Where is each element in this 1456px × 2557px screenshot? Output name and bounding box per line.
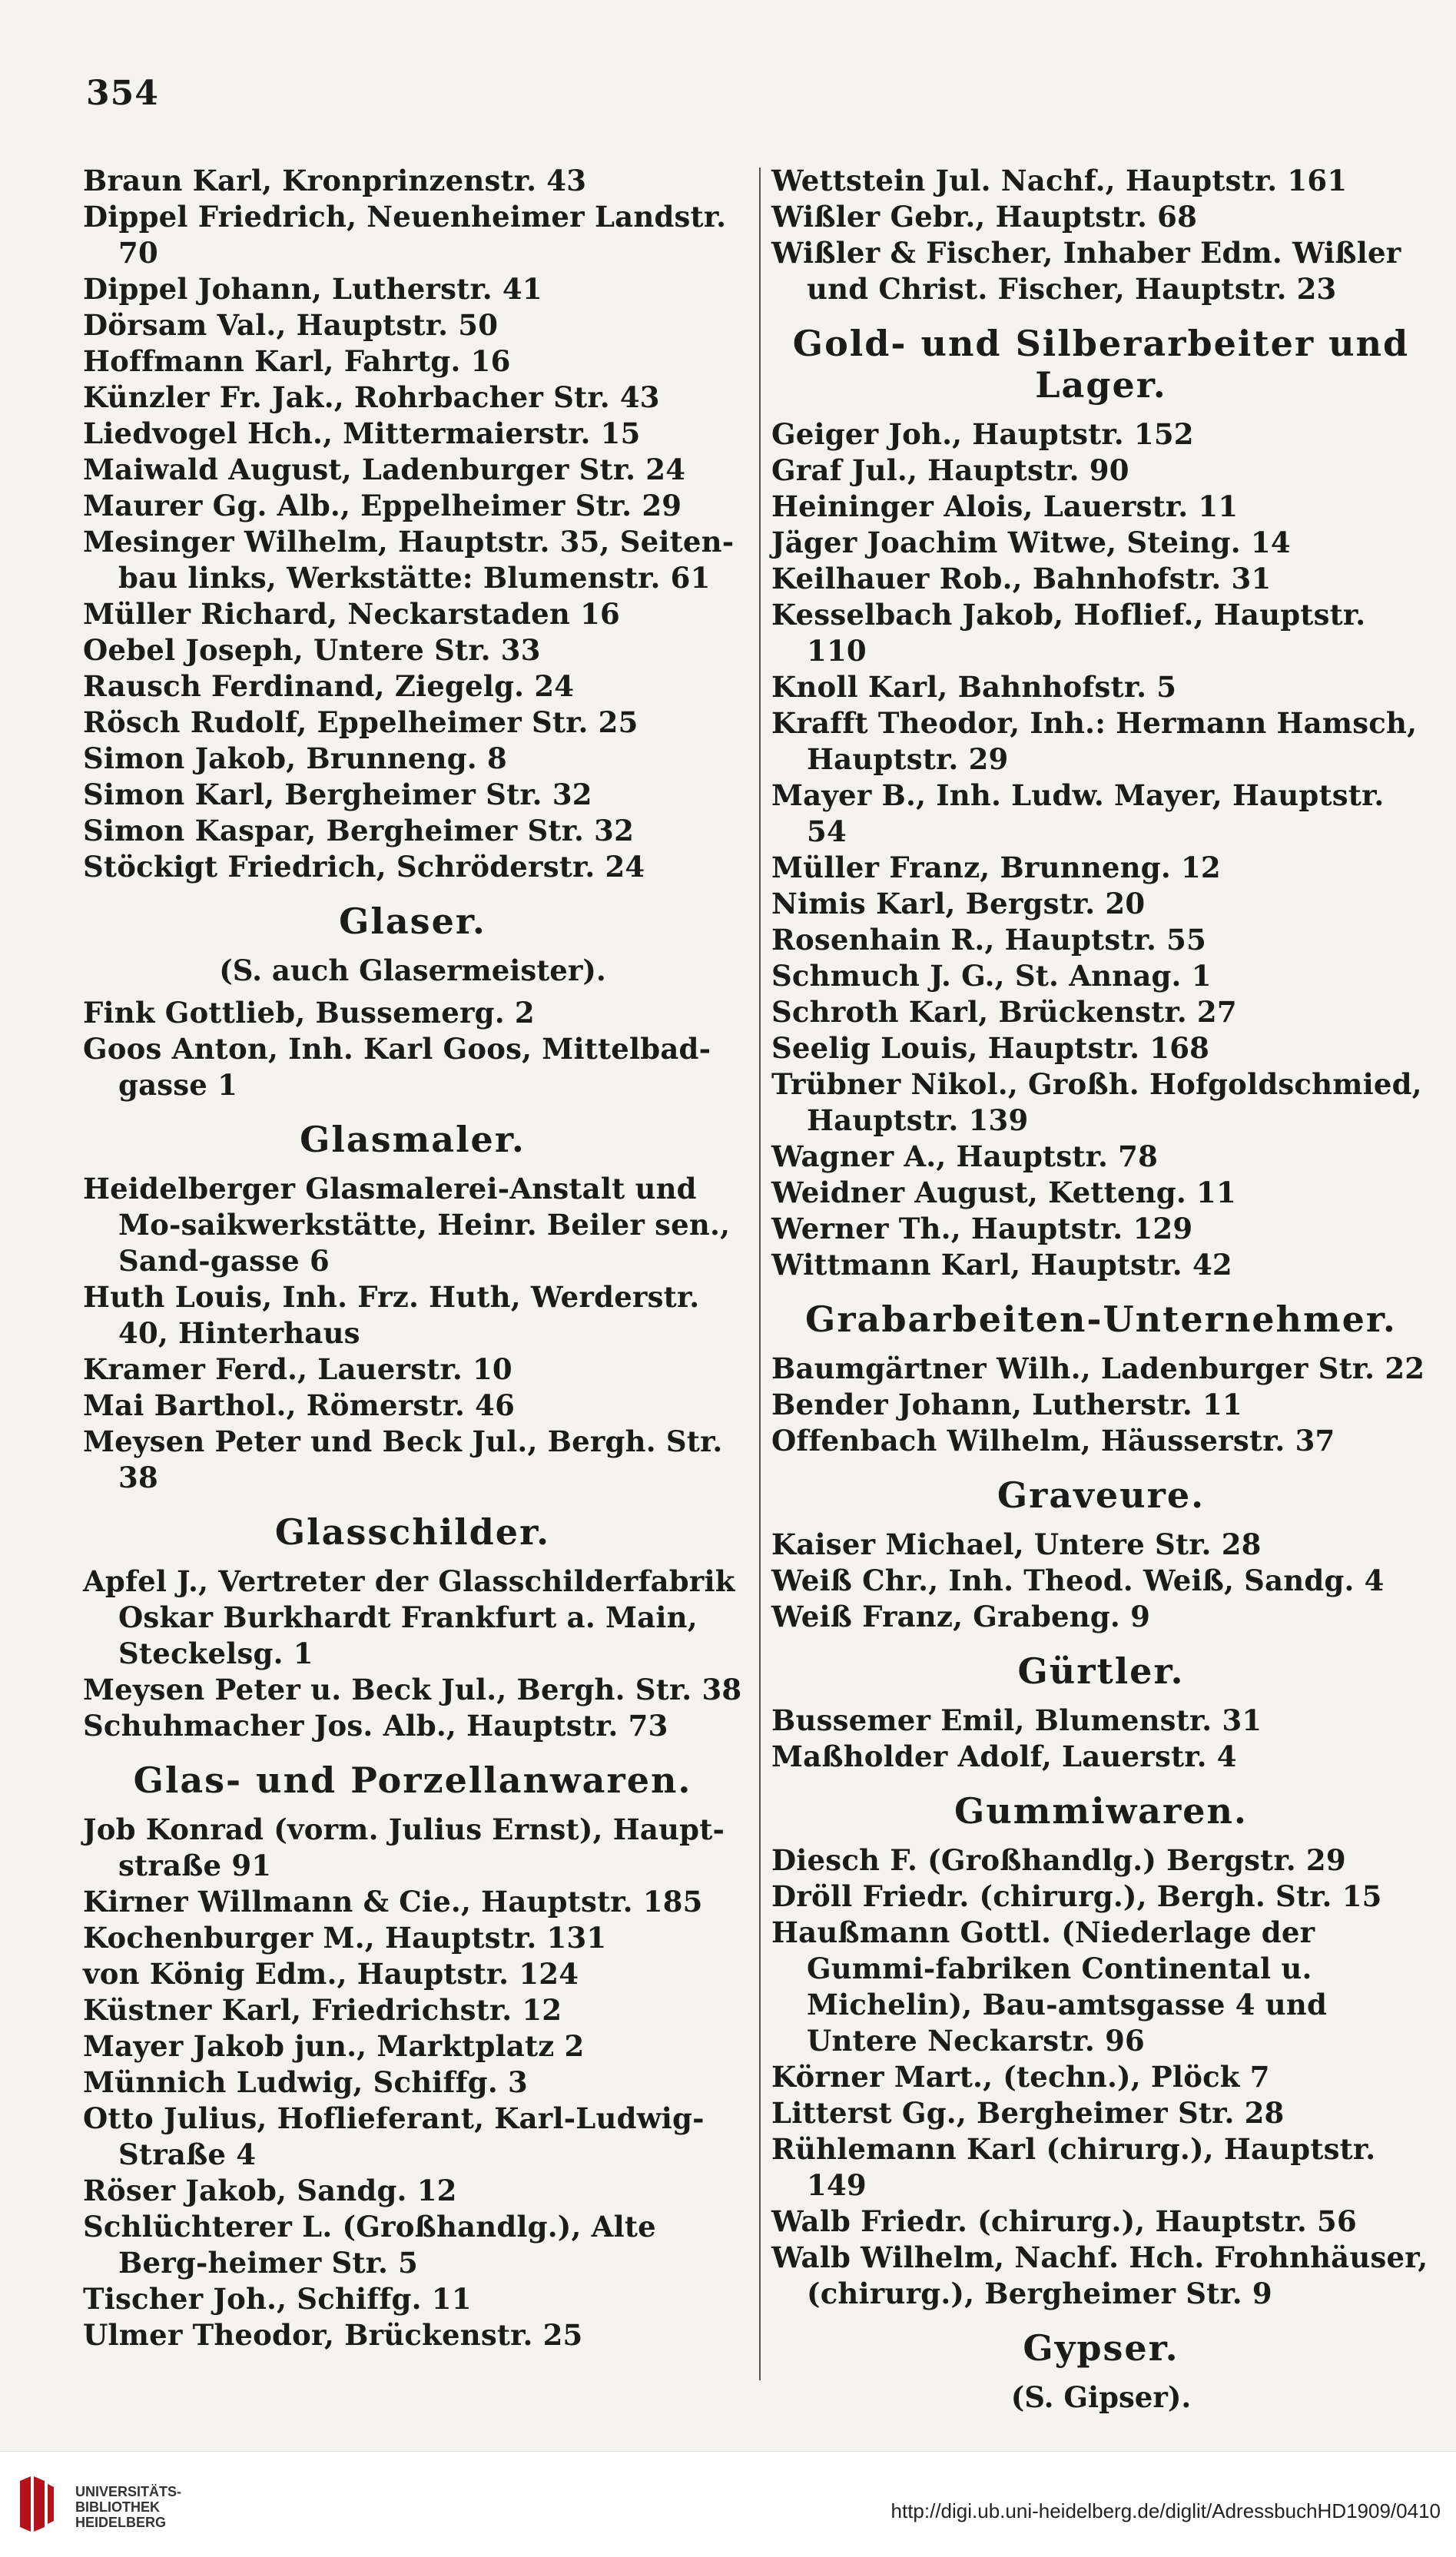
directory-entry: Simon Karl, Bergheimer Str. 32 [83,778,592,811]
directory-entry: Goos Anton, Inh. Karl Goos, Mittelbad-gasse 1 [83,1032,711,1102]
section-note: (S. Gipser). [1010,2380,1192,2414]
section-heading: Grabarbeiten-Unternehmer. [805,1298,1397,1340]
logo-text-line1: UNIVERSITÄTS- [75,2484,182,2499]
section-note: (S. auch Glasermeister). [219,953,606,987]
directory-entry: Künzler Fr. Jak., Rohrbacher Str. 43 [83,380,660,414]
section-heading: Gürtler. [1017,1650,1185,1692]
directory-entry: Mayer Jakob jun., Marktplatz 2 [83,2029,585,2063]
directory-entry: Weidner August, Ketteng. 11 [771,1176,1236,1209]
logo-text-line3: HEIDELBERG [75,2515,167,2530]
section-heading: Gypser. [1023,2327,1179,2369]
directory-entry: Röser Jakob, Sandg. 12 [83,2174,457,2207]
directory-entry: Münnich Ludwig, Schiffg. 3 [83,2065,528,2099]
directory-entry: Körner Mart., (techn.), Plöck 7 [771,2060,1270,2094]
directory-entry: Schroth Karl, Brückenstr. 27 [771,995,1237,1029]
directory-entry: Nimis Karl, Bergstr. 20 [771,887,1146,920]
directory-entry: Meysen Peter und Beck Jul., Bergh. Str. 38 [83,1424,723,1494]
directory-entry: Mayer B., Inh. Ludw. Mayer, Hauptstr. 54 [771,778,1385,848]
library-logo-icon [15,2473,57,2535]
directory-entry: Mai Barthol., Römerstr. 46 [83,1388,516,1422]
directory-entry: Werner Th., Hauptstr. 129 [771,1212,1193,1245]
directory-entry: Hoffmann Karl, Fahrtg. 16 [83,344,511,378]
directory-entry: Huth Louis, Inh. Frz. Huth, Werderstr. 40, Hinterhaus [83,1280,700,1350]
source-url[interactable]: http://digi.ub.uni-heidelberg.de/diglit/AdressbuchHD1909/0410 [891,2499,1441,2522]
directory-entry: Schuhmacher Jos. Alb., Hauptstr. 73 [83,1709,668,1743]
directory-entry: Kesselbach Jakob, Hoflief., Hauptstr. 110 [771,598,1366,668]
section-heading: Glaser. [339,900,486,942]
left-column [83,163,742,2353]
directory-entry: Wettstein Jul. Nachf., Hauptstr. 161 [771,164,1348,197]
section-heading: Graveure. [997,1474,1206,1516]
directory-entry: Wißler Gebr., Hauptstr. 68 [771,200,1198,234]
directory-entry: Tischer Joh., Schiffg. 11 [83,2282,472,2316]
directory-entry: Krafft Theodor, Inh.: Hermann Hamsch, Hauptstr. 29 [771,706,1418,776]
directory-entry: Heidelberger Glasmalerei-Anstalt und Mo-saikwerkstätte, Heinr. Beiler sen., Sand-gasse 6 [83,1172,731,1278]
directory-entry: Geiger Joh., Hauptstr. 152 [771,417,1194,451]
directory-entry: Müller Franz, Brunneng. 12 [771,851,1221,884]
directory-entry: Stöckigt Friedrich, Schröderstr. 24 [83,850,645,884]
directory-entry: Liedvogel Hch., Mittermaierstr. 15 [83,416,641,450]
directory-entry: Wittmann Karl, Hauptstr. 42 [771,1248,1232,1282]
directory-entry: Dippel Johann, Lutherstr. 41 [83,272,542,306]
directory-entry: Graf Jul., Hauptstr. 90 [771,453,1129,487]
directory-entry: Litterst Gg., Bergheimer Str. 28 [771,2096,1285,2130]
directory-entry: Meysen Peter u. Beck Jul., Bergh. Str. 38 [83,1673,742,1706]
directory-entry: Simon Jakob, Brunneng. 8 [83,741,507,775]
directory-entry: Maßholder Adolf, Lauerstr. 4 [771,1739,1237,1773]
directory-entry: Otto Julius, Hoflieferant, Karl-Ludwig-Straße 4 [83,2101,705,2171]
directory-entry: Haußmann Gottl. (Niederlage der Gummi-fabriken Continental u. Michelin), Bau-amtsgasse 4 und Untere Neckarstr. 96 [771,1915,1328,2058]
directory-entry: Maurer Gg. Alb., Eppelheimer Str. 29 [83,489,682,522]
footer-bar [0,2451,1456,2557]
page-number: 354 [86,74,159,113]
directory-entry: von König Edm., Hauptstr. 124 [83,1957,579,1991]
directory-entry: Maiwald August, Ladenburger Str. 24 [83,453,686,486]
directory-entry: Rausch Ferdinand, Ziegelg. 24 [83,669,575,703]
directory-entry: Kirner Willmann & Cie., Hauptstr. 185 [83,1885,703,1919]
directory-entry: Heininger Alois, Lauerstr. 11 [771,489,1239,523]
right-column [771,163,1431,2422]
directory-entry: Müller Richard, Neckarstaden 16 [83,597,620,631]
directory-entry: Dippel Friedrich, Neuenheimer Landstr. 70 [83,200,727,270]
directory-entry: Jäger Joachim Witwe, Steing. 14 [771,526,1291,559]
directory-entry: Ulmer Theodor, Brückenstr. 25 [83,2318,583,2352]
directory-entry: Oebel Joseph, Untere Str. 33 [83,633,541,667]
directory-entry: Apfel J., Vertreter der Glasschilderfabrik Oskar Burkhardt Frankfurt a. Main, Steckelsg. 1 [83,1564,735,1670]
directory-entry: Offenbach Wilhelm, Häusserstr. 37 [771,1424,1335,1458]
directory-entry: Diesch F. (Großhandlg.) Bergstr. 29 [771,1843,1346,1877]
directory-entry: Braun Karl, Kronprinzenstr. 43 [83,164,587,197]
directory-entry: Kaiser Michael, Untere Str. 28 [771,1527,1262,1561]
directory-entry: Trübner Nikol., Großh. Hofgoldschmied, Hauptstr. 139 [771,1067,1422,1137]
directory-entry: Job Konrad (vorm. Julius Ernst), Haupt-straße 91 [83,1812,725,1882]
directory-entry: Seelig Louis, Hauptstr. 168 [771,1031,1210,1065]
directory-entry: Keilhauer Rob., Bahnhofstr. 31 [771,562,1272,595]
directory-entry: Rosenhain R., Hauptstr. 55 [771,923,1207,957]
directory-entry: Küstner Karl, Friedrichstr. 12 [83,1993,562,2027]
directory-entry: Bussemer Emil, Blumenstr. 31 [771,1703,1262,1737]
column-divider [759,167,761,2380]
directory-entry: Kramer Ferd., Lauerstr. 10 [83,1352,512,1386]
directory-entry: Knoll Karl, Bahnhofstr. 5 [771,670,1177,704]
directory-entry: Rühlemann Karl (chirurg.), Hauptstr. 149 [771,2132,1376,2202]
directory-entry: Weiß Chr., Inh. Theod. Weiß, Sandg. 4 [771,1564,1385,1597]
directory-entry: Dröll Friedr. (chirurg.), Bergh. Str. 15 [771,1879,1382,1913]
directory-entry: Mesinger Wilhelm, Hauptstr. 35, Seiten-bau links, Werkstätte: Blumenstr. 61 [83,525,735,595]
directory-entry: Wagner A., Hauptstr. 78 [771,1139,1159,1173]
section-heading: Glasschilder. [274,1511,551,1553]
logo-text-line2: BIBLIOTHEK [75,2499,160,2515]
section-heading: Gummiwaren. [954,1790,1248,1832]
directory-entry: Bender Johann, Lutherstr. 11 [771,1388,1242,1421]
directory-entry: Fink Gottlieb, Bussemerg. 2 [83,996,535,1030]
directory-entry: Wißler & Fischer, Inhaber Edm. Wißler und Christ. Fischer, Hauptstr. 23 [771,236,1401,306]
directory-entry: Kochenburger M., Hauptstr. 131 [83,1921,607,1955]
directory-entry: Schlüchterer L. (Großhandlg.), Alte Berg-heimer Str. 5 [83,2210,656,2280]
directory-entry: Walb Friedr. (chirurg.), Hauptstr. 56 [771,2204,1357,2238]
directory-entry: Schmuch J. G., St. Annag. 1 [771,959,1212,993]
section-heading: Gold- und Silberarbeiter und Lager. [792,323,1410,406]
directory-entry: Baumgärtner Wilh., Ladenburger Str. 22 [771,1351,1425,1385]
directory-entry: Weiß Franz, Grabeng. 9 [771,1600,1151,1633]
directory-entry: Walb Wilhelm, Nachf. Hch. Frohnhäuser, (chirurg.), Bergheimer Str. 9 [771,2240,1428,2310]
directory-entry: Rösch Rudolf, Eppelheimer Str. 25 [83,705,638,739]
directory-entry: Simon Kaspar, Bergheimer Str. 32 [83,814,635,847]
library-logo-text [75,2484,181,2530]
section-heading: Glas- und Porzellanwaren. [133,1759,692,1801]
directory-entry: Dörsam Val., Hauptstr. 50 [83,308,499,342]
section-heading: Glasmaler. [300,1119,526,1160]
